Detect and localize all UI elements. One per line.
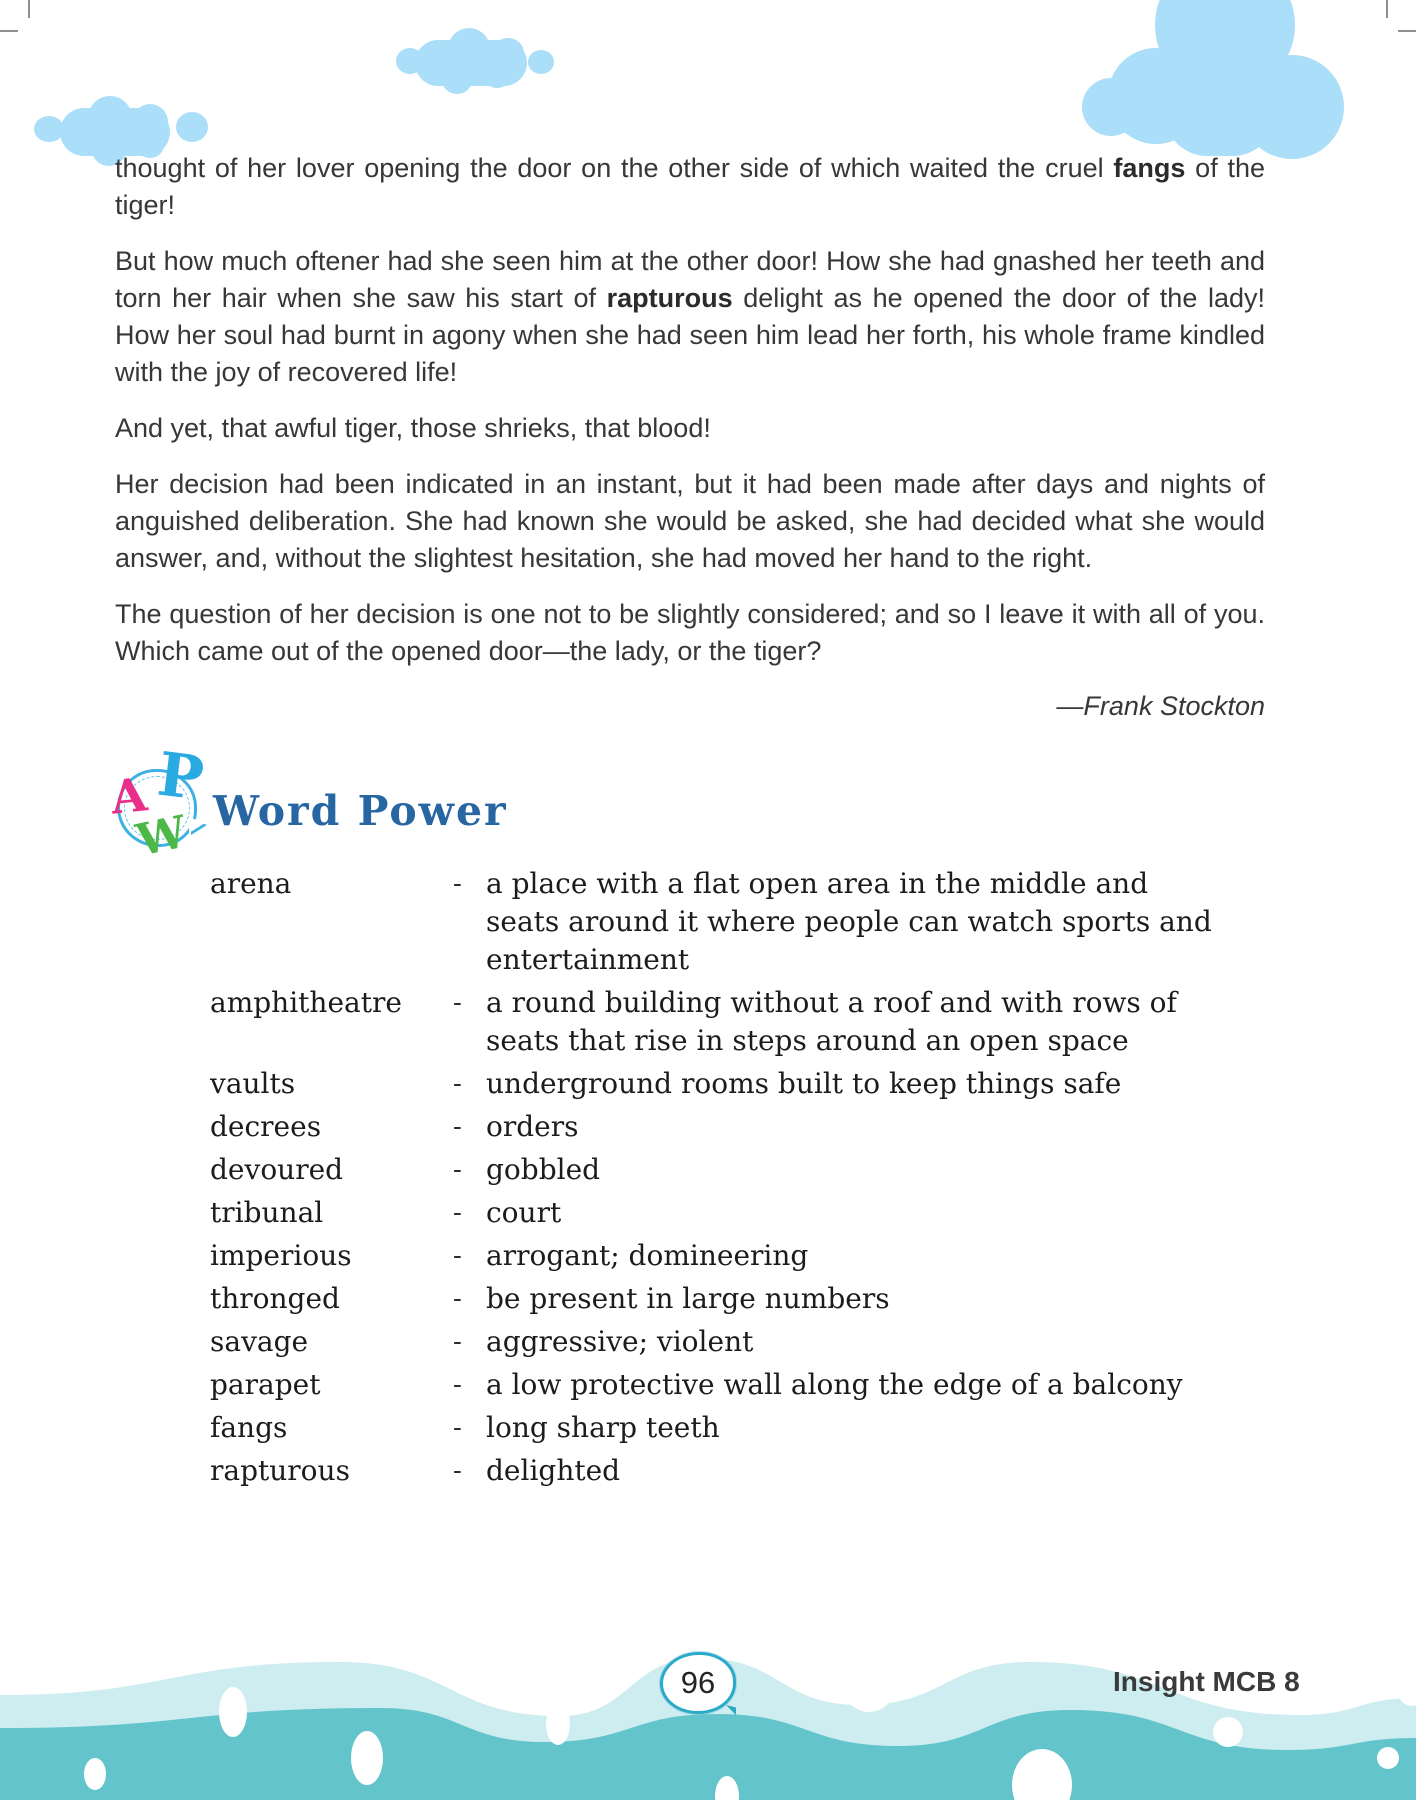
word-separator: - (453, 1241, 462, 1271)
crop-mark (28, 0, 30, 18)
page-number-badge (660, 1652, 736, 1714)
word-separator: - (453, 1327, 462, 1357)
story-paragraph: But how much oftener had she seen him at the other door! How she had gnashed her teeth and torn her hair when she saw his start of rapturous delight as he opened the door of the lady! How her soul had burnt in agony when she had seen him lead her forth, his whole frame kindled with the joy of recovered life! (115, 246, 1265, 387)
story-paragraph: The question of her decision is one not to be slightly considered; and so I leave it with all of you. Which came out of the opened door—the lady, or the tiger? (115, 599, 1265, 666)
word-definition: a low protective wall along the edge of a balcony (486, 1368, 1183, 1401)
word-separator: - (453, 1284, 462, 1314)
book-title: Insight MCB 8 (1113, 1666, 1300, 1697)
story-text (115, 150, 1265, 670)
word-definition: long sharp teeth (486, 1411, 720, 1444)
word-separator: - (453, 1069, 462, 1099)
word-definition: arrogant; domineering (486, 1239, 809, 1272)
word-separator: - (453, 988, 462, 1018)
word: savage (210, 1325, 309, 1358)
word-separator: - (453, 1456, 462, 1486)
word-entry-row (210, 1151, 1265, 1189)
word-entry-row (210, 1194, 1265, 1232)
icon-letter-w: W (132, 806, 192, 867)
word-separator: - (453, 1370, 462, 1400)
word-entry-row (210, 1065, 1265, 1103)
word-definition: delighted (486, 1454, 621, 1487)
word: amphitheatre (210, 986, 402, 1019)
author-attribution: —Frank Stockton (1056, 691, 1265, 721)
word-power-header (108, 739, 1265, 867)
word-separator: - (453, 1155, 462, 1185)
word: arena (210, 867, 292, 900)
word: thronged (210, 1282, 340, 1315)
word-entry-row (210, 865, 1265, 979)
story-paragraph: thought of her lover opening the door on the other side of which waited the cruel fangs of the tiger! (115, 153, 1265, 220)
icon-letter-a: A (108, 767, 150, 825)
crop-mark (0, 30, 18, 32)
word-power-title: Word Power (213, 787, 508, 835)
word-separator: - (453, 1413, 462, 1443)
story-paragraph: Her decision had been indicated in an instant, but it had been made after days and nights of anguished deliberation. She had known she would be asked, she had decided what she would answer, and, without the slightest hesitation, she had moved her hand to the right. (115, 469, 1265, 573)
word-separator: - (453, 1198, 462, 1228)
word: imperious (210, 1239, 352, 1272)
word: devoured (210, 1153, 344, 1186)
speech-bubble-tail (189, 817, 205, 833)
word-entry-row (210, 1409, 1265, 1447)
word-entry-row (210, 1237, 1265, 1275)
story-paragraph: And yet, that awful tiger, those shrieks, that blood! (115, 413, 711, 443)
word-entry-row (210, 1452, 1265, 1490)
word-separator: - (453, 1112, 462, 1142)
word-entry-row (210, 1323, 1265, 1361)
word-list (210, 865, 1265, 1490)
word-definition: a round building without a roof and with rows of seats that rise in steps around an open space (486, 986, 1177, 1057)
word-power-icon (108, 739, 208, 867)
word: rapturous (210, 1454, 350, 1487)
word: vaults (210, 1067, 296, 1100)
word: parapet (210, 1368, 321, 1401)
word-separator: - (453, 869, 462, 899)
word: fangs (210, 1411, 288, 1444)
crop-mark (1398, 30, 1416, 32)
word-definition: underground rooms built to keep things safe (486, 1067, 1122, 1100)
icon-letter-p: P (153, 739, 208, 815)
crop-mark (1386, 0, 1388, 18)
word-definition: gobbled (486, 1153, 601, 1186)
word-definition: a place with a flat open area in the middle and seats around it where people can watch sports and entertainment (486, 867, 1212, 976)
word-entry-row (210, 1108, 1265, 1146)
word-definition: court (486, 1196, 562, 1229)
word-definition: orders (486, 1110, 579, 1143)
word-definition: be present in large numbers (486, 1282, 890, 1315)
word-entry-row (210, 984, 1265, 1060)
word: decrees (210, 1110, 322, 1143)
word-entry-row (210, 1366, 1265, 1404)
word: tribunal (210, 1196, 324, 1229)
page-content (108, 150, 1265, 1495)
page-number: 96 (680, 1665, 716, 1700)
word-definition: aggressive; violent (486, 1325, 754, 1358)
word-entry-row (210, 1280, 1265, 1318)
